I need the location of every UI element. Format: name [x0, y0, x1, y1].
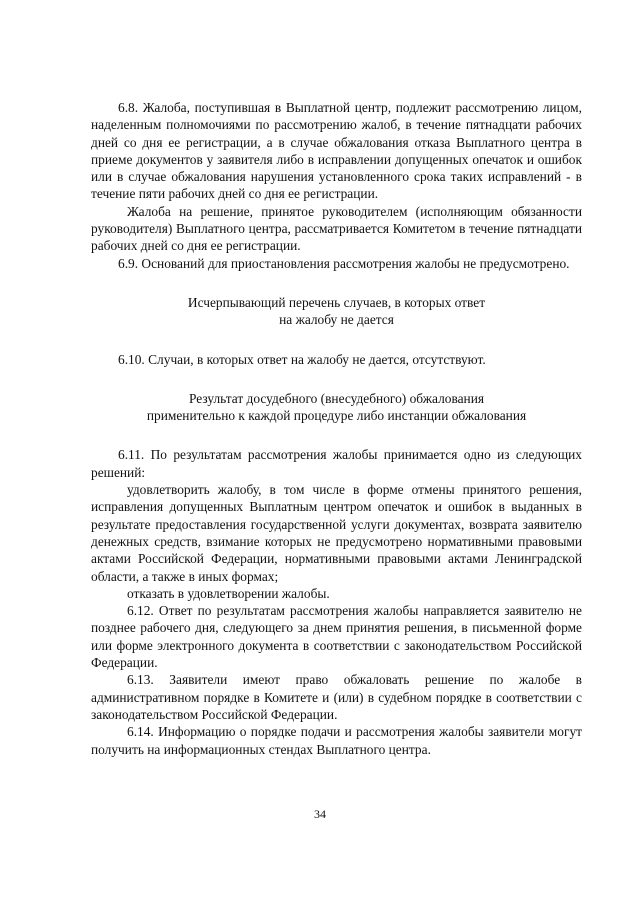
paragraph-6-11: 6.11. По результатам рассмотрения жалобы принимается одно из следующих решений: [91, 447, 582, 480]
heading-line: применительно к каждой процедуре либо инстанции обжалования [146, 408, 527, 424]
heading-line: Исчерпывающий перечень случаев, в которых ответ [187, 294, 486, 310]
paragraph-6-14: 6.14. Информацию о порядке подачи и рассмотрения жалобы заявители могут получить на информационных стендах Выплатного центра. [91, 724, 582, 757]
paragraph-6-11-satisfy: удовлетворить жалобу, в том числе в форме отмены принятого решения, исправления допущенных Выплатным центром опечаток и ошибок в выданных в результате предоставления государственной услуги документах, возврата заявителю денежных средств, взимание которых не предусмотрено нормативными правовыми актами Российской Федерации, нормативными правовыми актами Ленинградской области, а также в иных формах; [91, 482, 582, 584]
paragraph-6-11-refuse: отказать в удовлетворении жалобы. [127, 585, 330, 601]
section-heading-no-answer [91, 294, 582, 329]
heading-line: на жалобу не дается [279, 312, 394, 328]
paragraph-6-9: 6.9. Оснований для приостановления рассмотрения жалобы не предусмотрено. [118, 255, 570, 271]
paragraph-6-13: 6.13. Заявители имеют право обжаловать решение по жалобе в административном порядке в Комитете и (или) в судебном порядке в соответствии с законодательством Российской Федерации. [91, 672, 582, 722]
page-content [91, 99, 582, 758]
paragraph-6-8-complaint-on-decision: Жалоба на решение, принятое руководителем (исполняющим обязанности руководителя) Выплатного центра, рассматривается Комитетом в течение пятнадцати рабочих дней со дня ее регистрации. [91, 203, 582, 254]
paragraph-6-10: 6.10. Случаи, в которых ответ на жалобу не дается, отсутствуют. [118, 351, 486, 367]
section-heading-result [91, 390, 582, 425]
paragraph-6-12: 6.12. Ответ по результатам рассмотрения жалобы направляется заявителю не позднее рабочего дня, следующего за днем принятия решения, в письменной форме или форме электронного документа в соответствии с законодательством Российской Федерации. [91, 603, 582, 671]
page-number: 34 [314, 807, 326, 821]
paragraph-6-8: 6.8. Жалоба, поступившая в Выплатной центр, подлежит рассмотрению лицом, наделенным полномочиями по рассмотрению жалоб, в течение пятнадцати рабочих дней со дня ее регистрации, а в случае обжалования отказа Выплатного центра в приеме документов у заявителя либо в исправлении допущенных опечаток и ошибок или в случае обжалования нарушения установленного срока таких исправлений - в течение пяти рабочих дней со дня ее регистрации. [91, 100, 582, 202]
heading-line: Результат досудебного (внесудебного) обжалования [188, 390, 485, 406]
